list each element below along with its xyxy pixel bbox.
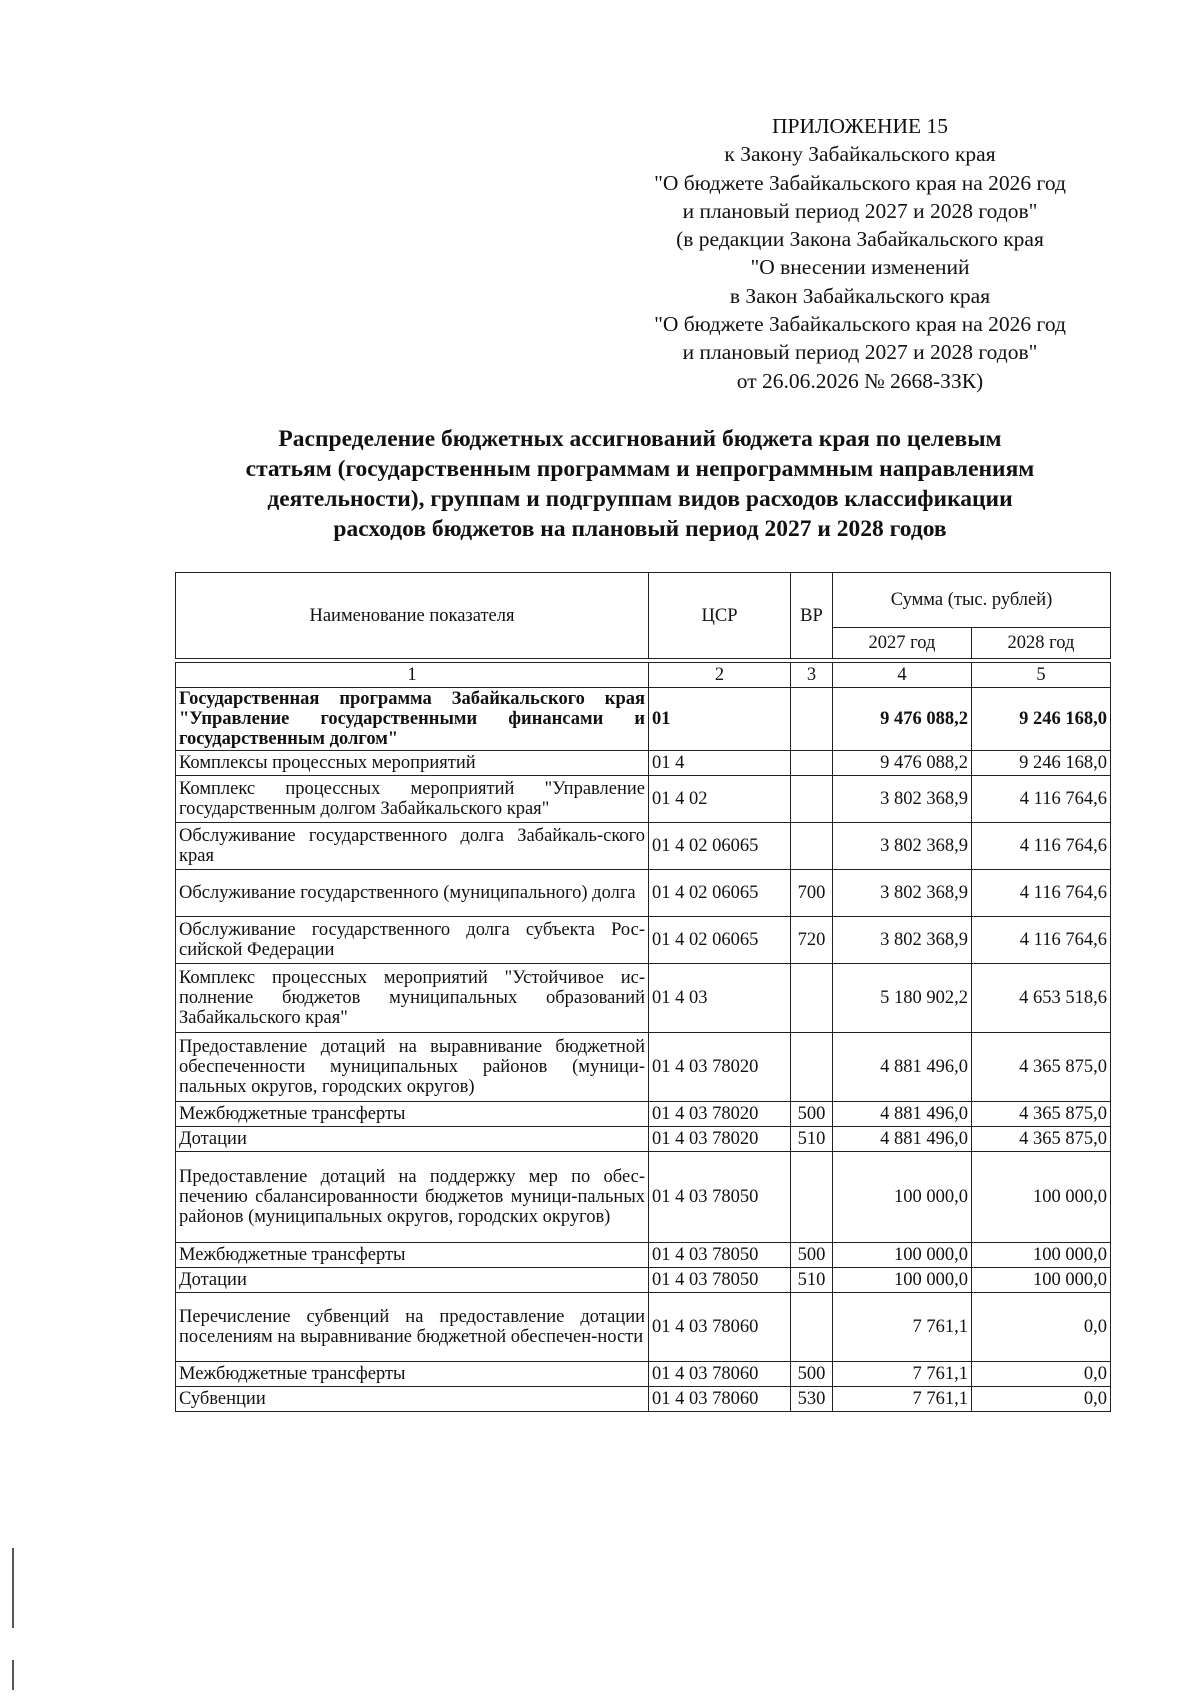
row-amount-2027: 9 476 088,2 xyxy=(833,688,972,751)
header-year-2027: 2027 год xyxy=(833,628,972,659)
table-body xyxy=(176,659,1111,1412)
row-name: Обслуживание государственного долга Забайкаль-ского края xyxy=(176,823,649,870)
row-amount-2027: 100 000,0 xyxy=(833,1268,972,1293)
row-name: Предоставление дотаций на выравнивание бюджетной обеспеченности муниципальных районов (муници-пальных округов, городских округов) xyxy=(176,1033,649,1102)
header-csr: ЦСР xyxy=(649,573,791,659)
row-vr xyxy=(791,823,833,870)
row-amount-2028: 9 246 168,0 xyxy=(972,688,1111,751)
row-amount-2027: 100 000,0 xyxy=(833,1243,972,1268)
row-name: Государственная программа Забайкальского края "Управление государственными финансами и государственным долгом" xyxy=(176,688,649,751)
row-csr: 01 4 03 78060 xyxy=(649,1362,791,1387)
row-amount-2028: 100 000,0 xyxy=(972,1152,1111,1243)
row-csr: 01 4 03 78020 xyxy=(649,1127,791,1152)
row-csr: 01 4 02 06065 xyxy=(649,917,791,964)
row-amount-2027: 3 802 368,9 xyxy=(833,823,972,870)
table-row xyxy=(176,1152,1111,1243)
row-amount-2027: 4 881 496,0 xyxy=(833,1127,972,1152)
row-name: Обслуживание государственного долга субъекта Рос-сийской Федерации xyxy=(176,917,649,964)
title-line: расходов бюджетов на плановый период 2027 и 2028 годов xyxy=(333,516,947,542)
appendix-line: "О бюджете Забайкальского края на 2026 год xyxy=(654,312,1066,337)
scan-edge-mark xyxy=(12,1548,14,1628)
table-row xyxy=(176,776,1111,823)
appendix-line: в Закон Забайкальского края xyxy=(729,283,991,308)
column-number: 3 xyxy=(791,663,833,688)
table-row xyxy=(176,1127,1111,1152)
column-number: 5 xyxy=(972,663,1111,688)
row-vr xyxy=(791,776,833,823)
title-line: Распределение бюджетных ассигнований бюджета края по целевым xyxy=(278,426,1002,452)
row-name: Комплекс процессных мероприятий "Устойчивое ис-полнение бюджетов муниципальных образований Забайкальского края" xyxy=(176,964,649,1033)
header-sum: Сумма (тыс. рублей) xyxy=(833,573,1111,628)
row-amount-2028: 4 116 764,6 xyxy=(972,776,1111,823)
table-row xyxy=(176,1033,1111,1102)
row-amount-2027: 3 802 368,9 xyxy=(833,917,972,964)
table-row xyxy=(176,870,1111,917)
scan-edge-mark xyxy=(12,1660,14,1690)
appendix-line: к Закону Забайкальского края xyxy=(724,142,996,167)
appendix-line: и плановый период 2027 и 2028 годов" xyxy=(682,340,1038,365)
row-amount-2028: 4 365 875,0 xyxy=(972,1127,1111,1152)
table-row xyxy=(176,1293,1111,1362)
row-csr: 01 4 02 xyxy=(649,776,791,823)
row-name: Дотации xyxy=(176,1268,649,1293)
table-row xyxy=(176,1387,1111,1412)
row-vr xyxy=(791,751,833,776)
table-row xyxy=(176,964,1111,1033)
row-amount-2028: 0,0 xyxy=(972,1293,1111,1362)
table-row xyxy=(176,823,1111,870)
row-name: Обслуживание государственного (муниципального) долга xyxy=(176,870,649,917)
row-vr: 720 xyxy=(791,917,833,964)
row-amount-2027: 9 476 088,2 xyxy=(833,751,972,776)
row-csr: 01 xyxy=(649,688,791,751)
row-vr: 500 xyxy=(791,1362,833,1387)
row-amount-2028: 4 116 764,6 xyxy=(972,870,1111,917)
row-csr: 01 4 03 78050 xyxy=(649,1243,791,1268)
row-vr: 500 xyxy=(791,1102,833,1127)
row-csr: 01 4 03 78050 xyxy=(649,1268,791,1293)
row-vr: 510 xyxy=(791,1127,833,1152)
row-csr: 01 4 02 06065 xyxy=(649,823,791,870)
header-year-2028: 2028 год xyxy=(972,628,1111,659)
row-amount-2027: 5 180 902,2 xyxy=(833,964,972,1033)
title-line: статьям (государственным программам и непрограммным направлениям xyxy=(245,456,1035,482)
row-amount-2027: 4 881 496,0 xyxy=(833,1033,972,1102)
row-amount-2028: 0,0 xyxy=(972,1362,1111,1387)
row-amount-2028: 100 000,0 xyxy=(972,1243,1111,1268)
appendix-line: (в редакции Закона Забайкальского края xyxy=(676,227,1044,252)
row-name: Перечисление субвенций на предоставление дотации поселениям на выравнивание бюджетной обеспечен-ности xyxy=(176,1293,649,1362)
title-line: деятельности), группам и подгруппам видов расходов классификации xyxy=(267,486,1013,512)
appendix-line: ПРИЛОЖЕНИЕ 15 xyxy=(771,114,949,138)
row-name: Комплекс процессных мероприятий "Управление государственным долгом Забайкальского края" xyxy=(176,776,649,823)
table-row xyxy=(176,1102,1111,1127)
document-title xyxy=(175,424,1105,544)
column-numbers-row xyxy=(176,663,1111,688)
row-csr: 01 4 03 78020 xyxy=(649,1102,791,1127)
row-amount-2027: 7 761,1 xyxy=(833,1293,972,1362)
table-header-row xyxy=(176,573,1111,628)
row-vr xyxy=(791,1152,833,1243)
row-csr: 01 4 03 xyxy=(649,964,791,1033)
row-amount-2027: 4 881 496,0 xyxy=(833,1102,972,1127)
table-row xyxy=(176,917,1111,964)
row-name: Предоставление дотаций на поддержку мер по обес-печению сбалансированности бюджетов муници-пальных районов (муниципальных округов, городских округов) xyxy=(176,1152,649,1243)
table-row xyxy=(176,1268,1111,1293)
table-row xyxy=(176,688,1111,751)
row-vr: 510 xyxy=(791,1268,833,1293)
row-amount-2028: 9 246 168,0 xyxy=(972,751,1111,776)
appendix-line: "О бюджете Забайкальского края на 2026 год xyxy=(654,170,1066,195)
row-vr: 530 xyxy=(791,1387,833,1412)
row-name: Комплексы процессных мероприятий xyxy=(176,751,649,776)
row-amount-2028: 4 116 764,6 xyxy=(972,917,1111,964)
row-name: Дотации xyxy=(176,1127,649,1152)
row-csr: 01 4 xyxy=(649,751,791,776)
row-vr xyxy=(791,1293,833,1362)
appendix-line: от 26.06.2026 № 2668-ЗЗК) xyxy=(736,368,984,393)
table-row xyxy=(176,751,1111,776)
column-number: 1 xyxy=(176,663,649,688)
column-number: 4 xyxy=(833,663,972,688)
row-amount-2028: 4 653 518,6 xyxy=(972,964,1111,1033)
row-amount-2028: 0,0 xyxy=(972,1387,1111,1412)
header-vr: ВР xyxy=(791,573,833,659)
row-vr: 700 xyxy=(791,870,833,917)
table-row xyxy=(176,1362,1111,1387)
appendix-line: и плановый период 2027 и 2028 годов" xyxy=(682,198,1038,223)
row-vr: 500 xyxy=(791,1243,833,1268)
row-name: Межбюджетные трансферты xyxy=(176,1102,649,1127)
row-amount-2027: 7 761,1 xyxy=(833,1362,972,1387)
budget-table xyxy=(175,572,1111,1412)
column-number: 2 xyxy=(649,663,791,688)
row-amount-2028: 4 365 875,0 xyxy=(972,1033,1111,1102)
row-amount-2027: 7 761,1 xyxy=(833,1387,972,1412)
row-amount-2027: 3 802 368,9 xyxy=(833,776,972,823)
row-name: Межбюджетные трансферты xyxy=(176,1362,649,1387)
row-name: Субвенции xyxy=(176,1387,649,1412)
row-amount-2028: 100 000,0 xyxy=(972,1268,1111,1293)
appendix-line: "О внесении изменений xyxy=(750,255,970,280)
row-vr xyxy=(791,964,833,1033)
row-amount-2028: 4 365 875,0 xyxy=(972,1102,1111,1127)
row-name: Межбюджетные трансферты xyxy=(176,1243,649,1268)
table-row xyxy=(176,1243,1111,1268)
row-csr: 01 4 03 78020 xyxy=(649,1033,791,1102)
row-amount-2027: 100 000,0 xyxy=(833,1152,972,1243)
row-amount-2028: 4 116 764,6 xyxy=(972,823,1111,870)
appendix-header xyxy=(620,112,1100,395)
row-vr xyxy=(791,1033,833,1102)
row-csr: 01 4 03 78060 xyxy=(649,1387,791,1412)
header-name: Наименование показателя xyxy=(176,573,649,659)
row-csr: 01 4 03 78060 xyxy=(649,1293,791,1362)
row-csr: 01 4 02 06065 xyxy=(649,870,791,917)
row-amount-2027: 3 802 368,9 xyxy=(833,870,972,917)
row-vr xyxy=(791,688,833,751)
row-csr: 01 4 03 78050 xyxy=(649,1152,791,1243)
